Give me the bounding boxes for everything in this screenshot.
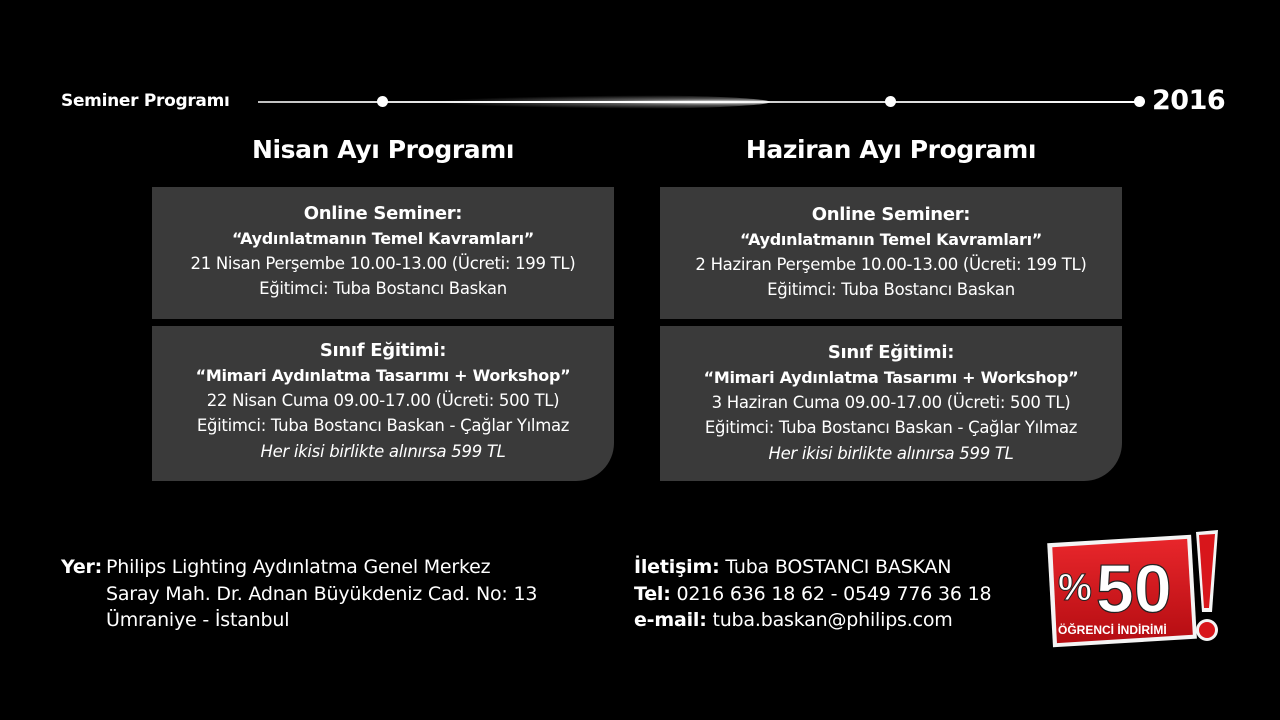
card-trainer: Eğitimci: Tuba Bostancı Baskan bbox=[767, 280, 1015, 299]
card-date: 21 Nisan Perşembe 10.00-13.00 (Ücreti: 199 TL) bbox=[190, 254, 576, 273]
card-topic: “Aydınlatmanın Temel Kavramları” bbox=[231, 229, 535, 248]
card-note: Her ikisi birlikte alınırsa 599 TL bbox=[768, 444, 1014, 463]
exclamation-icon bbox=[1196, 530, 1218, 641]
discount-caption: ÖĞRENCİ İNDİRİMİ bbox=[1058, 623, 1167, 637]
timeline-dot bbox=[1134, 96, 1145, 107]
month-title-june: Haziran Ayı Programı bbox=[745, 135, 1037, 164]
contact-label: İletişim: bbox=[634, 556, 720, 578]
discount-amount: 50 bbox=[1096, 551, 1172, 627]
classroom-training-card bbox=[152, 326, 614, 481]
card-topic: “Mimari Aydınlatma Tasarımı + Workshop” bbox=[703, 368, 1079, 387]
location-block bbox=[61, 554, 537, 634]
email-label: e-mail: bbox=[634, 609, 707, 631]
tel-value[interactable]: 0216 636 18 62 - 0549 776 36 18 bbox=[676, 582, 992, 605]
card-topic: “Mimari Aydınlatma Tasarımı + Workshop” bbox=[195, 366, 571, 385]
contact-name: Tuba BOSTANCI BASKAN bbox=[725, 556, 952, 578]
card-heading: Sınıf Eğitimi: bbox=[319, 340, 447, 361]
online-seminar-card bbox=[660, 187, 1122, 319]
card-heading: Sınıf Eğitimi: bbox=[827, 342, 955, 363]
tel-label: Tel: bbox=[634, 582, 671, 605]
location-line: Philips Lighting Aydınlatma Genel Merkez bbox=[106, 556, 491, 578]
online-seminar-card bbox=[152, 187, 614, 319]
timeline-glow bbox=[430, 95, 770, 109]
card-heading: Online Seminer: bbox=[811, 204, 971, 225]
timeline-year: 2016 bbox=[1152, 85, 1226, 116]
card-trainer: Eğitimci: Tuba Bostancı Baskan - Çağlar Yılmaz bbox=[196, 416, 570, 435]
student-discount-badge bbox=[1046, 528, 1221, 648]
card-date: 2 Haziran Perşembe 10.00-13.00 (Ücreti: 199 TL) bbox=[695, 255, 1087, 274]
timeline-label: Seminer Programı bbox=[61, 91, 230, 111]
classroom-training-card bbox=[660, 326, 1122, 481]
timeline-dot bbox=[377, 96, 388, 107]
month-title-april: Nisan Ayı Programı bbox=[251, 135, 515, 164]
email-link[interactable]: tuba.baskan@philips.com bbox=[712, 609, 953, 631]
location-label: Yer: bbox=[61, 556, 103, 578]
percent-sign: % bbox=[1058, 567, 1092, 609]
contact-block bbox=[634, 554, 991, 634]
location-line: Ümraniye - İstanbul bbox=[106, 609, 290, 631]
timeline-dot bbox=[885, 96, 896, 107]
card-trainer: Eğitimci: Tuba Bostancı Baskan bbox=[259, 279, 507, 298]
card-date: 22 Nisan Cuma 09.00-17.00 (Ücreti: 500 TL) bbox=[206, 391, 560, 410]
card-heading: Online Seminer: bbox=[303, 203, 463, 224]
card-trainer: Eğitimci: Tuba Bostancı Baskan - Çağlar Yılmaz bbox=[704, 418, 1078, 437]
card-note: Her ikisi birlikte alınırsa 599 TL bbox=[260, 442, 506, 461]
location-line: Saray Mah. Dr. Adnan Büyükdeniz Cad. No: 13 bbox=[106, 582, 538, 605]
card-topic: “Aydınlatmanın Temel Kavramları” bbox=[739, 230, 1043, 249]
card-date: 3 Haziran Cuma 09.00-17.00 (Ücreti: 500 TL) bbox=[711, 393, 1071, 412]
